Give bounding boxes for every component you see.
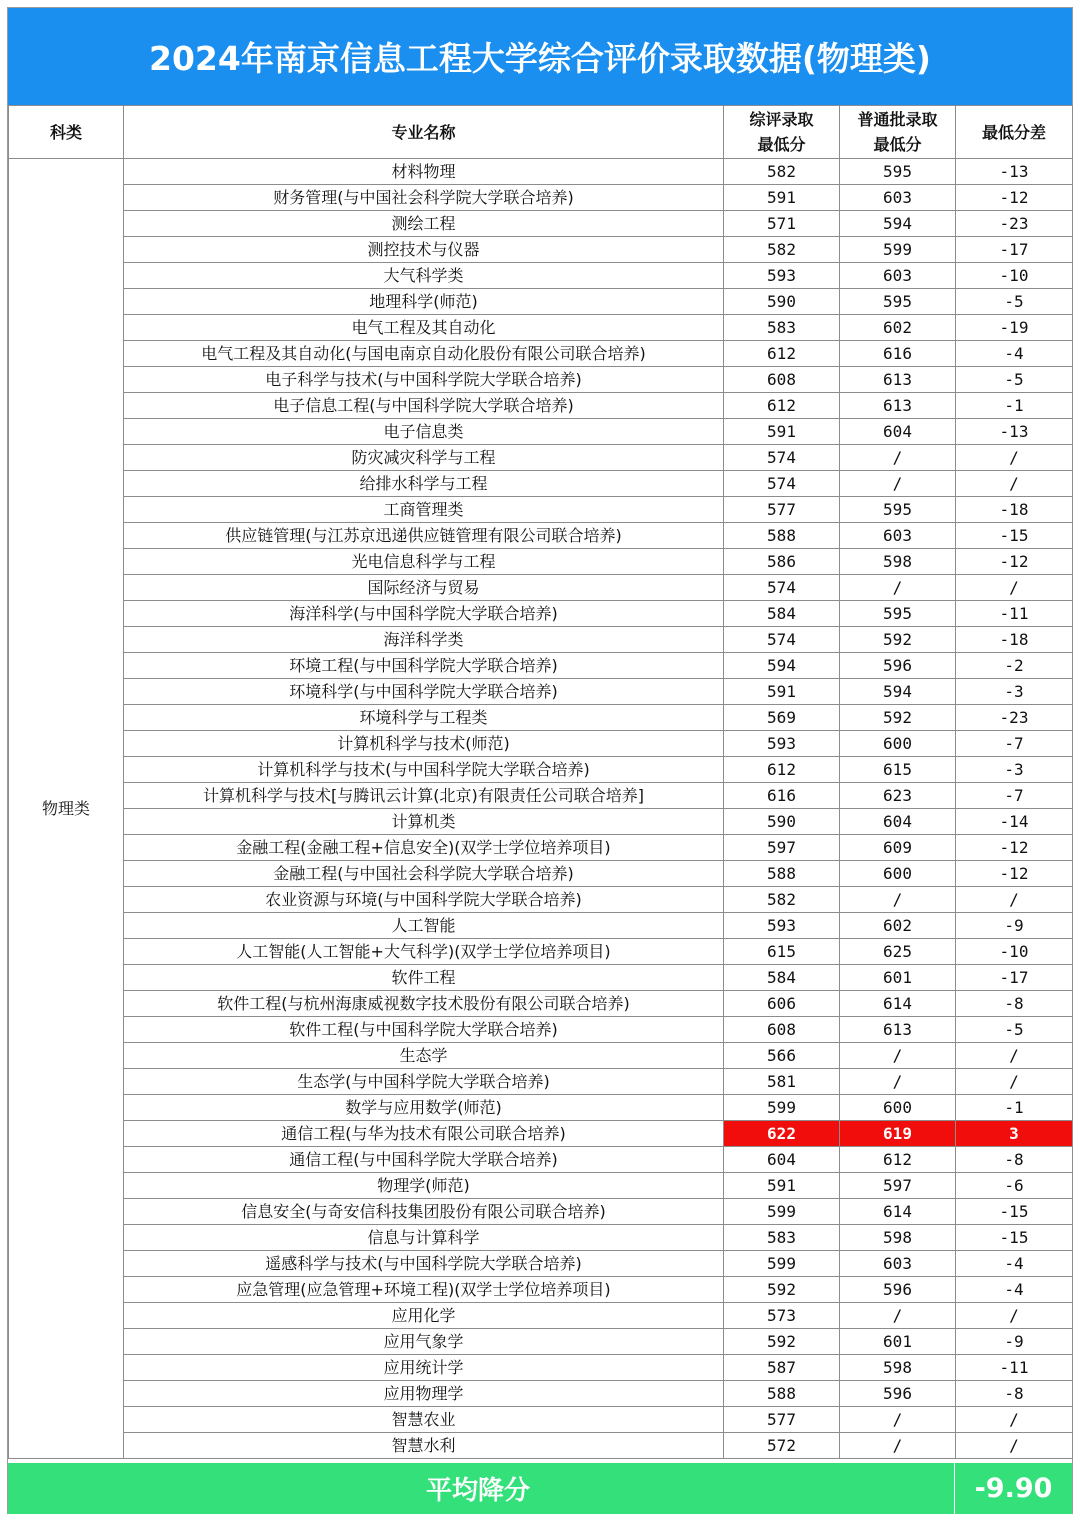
major-cell: 电子信息类 [124, 419, 724, 445]
pt-min-cell: / [840, 1407, 956, 1433]
table-row [9, 159, 1073, 185]
diff-cell: -3 [956, 679, 1073, 705]
table-row [9, 1173, 1073, 1199]
pt-min-cell: 609 [840, 835, 956, 861]
major-cell: 材料物理 [124, 159, 724, 185]
pt-min-cell: 604 [840, 419, 956, 445]
table-row [9, 497, 1073, 523]
table-row [9, 1277, 1073, 1303]
major-cell: 电气工程及其自动化(与国电南京自动化股份有限公司联合培养) [124, 341, 724, 367]
table-row [9, 887, 1073, 913]
footer-average-value: -9.90 [974, 1473, 1053, 1504]
footer-bar [8, 1463, 1072, 1514]
zp-min-cell: 588 [724, 1381, 840, 1407]
diff-cell: -12 [956, 861, 1073, 887]
diff-cell: -9 [956, 913, 1073, 939]
pt-min-cell: 623 [840, 783, 956, 809]
pt-min-cell: 595 [840, 159, 956, 185]
major-cell: 应用化学 [124, 1303, 724, 1329]
diff-cell: -10 [956, 263, 1073, 289]
pt-min-cell: 600 [840, 1095, 956, 1121]
diff-cell: -13 [956, 159, 1073, 185]
pt-min-cell: 594 [840, 679, 956, 705]
table-row [9, 523, 1073, 549]
zp-min-cell: 574 [724, 627, 840, 653]
zp-min-cell: 591 [724, 185, 840, 211]
major-cell: 通信工程(与华为技术有限公司联合培养) [124, 1121, 724, 1147]
pt-min-cell: 604 [840, 809, 956, 835]
pt-min-cell: 594 [840, 211, 956, 237]
diff-cell: -8 [956, 991, 1073, 1017]
zp-min-cell: 587 [724, 1355, 840, 1381]
diff-cell: -10 [956, 939, 1073, 965]
major-cell: 软件工程(与杭州海康威视数字技术股份有限公司联合培养) [124, 991, 724, 1017]
zp-min-cell: 572 [724, 1433, 840, 1459]
major-cell: 测控技术与仪器 [124, 237, 724, 263]
major-cell: 应用物理学 [124, 1381, 724, 1407]
category-cell: 物理类 [9, 159, 124, 1459]
header-major: 专业名称 [124, 106, 724, 159]
pt-min-cell: / [840, 887, 956, 913]
pt-min-cell: 619 [840, 1121, 956, 1147]
diff-cell: / [956, 445, 1073, 471]
diff-cell: -6 [956, 1173, 1073, 1199]
diff-cell: / [956, 1433, 1073, 1459]
pt-min-cell: / [840, 1069, 956, 1095]
zp-min-cell: 599 [724, 1199, 840, 1225]
major-cell: 工商管理类 [124, 497, 724, 523]
pt-min-cell: 598 [840, 549, 956, 575]
page-title [8, 8, 1072, 105]
table-row [9, 211, 1073, 237]
zp-min-cell: 574 [724, 445, 840, 471]
major-cell: 电子信息工程(与中国科学院大学联合培养) [124, 393, 724, 419]
zp-min-cell: 569 [724, 705, 840, 731]
zp-min-cell: 593 [724, 913, 840, 939]
diff-cell: / [956, 575, 1073, 601]
pt-min-cell: 613 [840, 393, 956, 419]
zp-min-cell: 582 [724, 887, 840, 913]
pt-min-cell: 597 [840, 1173, 956, 1199]
table-row [9, 809, 1073, 835]
zp-min-cell: 582 [724, 159, 840, 185]
zp-min-cell: 604 [724, 1147, 840, 1173]
zp-min-cell: 599 [724, 1251, 840, 1277]
table-row [9, 1147, 1073, 1173]
diff-cell: -19 [956, 315, 1073, 341]
pt-min-cell: 615 [840, 757, 956, 783]
pt-min-cell: 599 [840, 237, 956, 263]
zp-min-cell: 586 [724, 549, 840, 575]
header-pt-min [840, 106, 956, 159]
zp-min-cell: 593 [724, 731, 840, 757]
table-row [9, 445, 1073, 471]
pt-min-cell: 600 [840, 731, 956, 757]
major-cell: 软件工程 [124, 965, 724, 991]
zp-min-cell: 592 [724, 1329, 840, 1355]
pt-min-cell: 595 [840, 497, 956, 523]
admission-table [8, 105, 1073, 1459]
major-cell: 生态学(与中国科学院大学联合培养) [124, 1069, 724, 1095]
table-row [9, 237, 1073, 263]
major-cell: 通信工程(与中国科学院大学联合培养) [124, 1147, 724, 1173]
pt-min-cell: 616 [840, 341, 956, 367]
zp-min-cell: 584 [724, 601, 840, 627]
diff-cell: 3 [956, 1121, 1073, 1147]
pt-min-cell: / [840, 1043, 956, 1069]
table-row [9, 393, 1073, 419]
pt-min-cell: / [840, 445, 956, 471]
diff-cell: / [956, 471, 1073, 497]
zp-min-cell: 593 [724, 263, 840, 289]
zp-min-cell: 577 [724, 497, 840, 523]
zp-min-cell: 588 [724, 861, 840, 887]
table-row [9, 653, 1073, 679]
table-row [9, 601, 1073, 627]
major-cell: 农业资源与环境(与中国科学院大学联合培养) [124, 887, 724, 913]
major-cell: 金融工程(金融工程+信息安全)(双学士学位培养项目) [124, 835, 724, 861]
diff-cell: -15 [956, 1199, 1073, 1225]
zp-min-cell: 583 [724, 315, 840, 341]
table-row [9, 1407, 1073, 1433]
major-cell: 信息安全(与奇安信科技集团股份有限公司联合培养) [124, 1199, 724, 1225]
header-zp-min-line1: 综评录取 [749, 110, 814, 129]
header-category: 科类 [9, 106, 124, 159]
pt-min-cell: / [840, 471, 956, 497]
diff-cell: -12 [956, 549, 1073, 575]
major-cell: 人工智能(人工智能+大气科学)(双学士学位培养项目) [124, 939, 724, 965]
table-row [9, 991, 1073, 1017]
major-cell: 供应链管理(与江苏京迅递供应链管理有限公司联合培养) [124, 523, 724, 549]
header-zp-min-line2: 最低分 [757, 135, 806, 154]
major-cell: 应用气象学 [124, 1329, 724, 1355]
pt-min-cell: 600 [840, 861, 956, 887]
diff-cell: -5 [956, 289, 1073, 315]
table-row [9, 471, 1073, 497]
diff-cell: / [956, 1043, 1073, 1069]
diff-cell: -17 [956, 965, 1073, 991]
table-row [9, 1303, 1073, 1329]
pt-min-cell: 596 [840, 653, 956, 679]
pt-min-cell: 614 [840, 991, 956, 1017]
major-cell: 智慧水利 [124, 1433, 724, 1459]
pt-min-cell: 613 [840, 367, 956, 393]
diff-cell: -7 [956, 731, 1073, 757]
diff-cell: -2 [956, 653, 1073, 679]
table-row [9, 965, 1073, 991]
table-row [9, 731, 1073, 757]
pt-min-cell: 625 [840, 939, 956, 965]
table-row [9, 341, 1073, 367]
zp-min-cell: 592 [724, 1277, 840, 1303]
pt-min-cell: 596 [840, 1277, 956, 1303]
diff-cell: -15 [956, 523, 1073, 549]
table-row [9, 1121, 1073, 1147]
table-row [9, 419, 1073, 445]
zp-min-cell: 566 [724, 1043, 840, 1069]
zp-min-cell: 582 [724, 237, 840, 263]
diff-cell: -5 [956, 367, 1073, 393]
major-cell: 信息与计算科学 [124, 1225, 724, 1251]
table-row [9, 835, 1073, 861]
major-cell: 应用统计学 [124, 1355, 724, 1381]
table-row [9, 575, 1073, 601]
zp-min-cell: 612 [724, 757, 840, 783]
major-cell: 给排水科学与工程 [124, 471, 724, 497]
pt-min-cell: 592 [840, 627, 956, 653]
pt-min-cell: 596 [840, 1381, 956, 1407]
table-row [9, 1017, 1073, 1043]
diff-cell: -8 [956, 1147, 1073, 1173]
table-row [9, 1329, 1073, 1355]
table-row [9, 1381, 1073, 1407]
major-cell: 防灾减灾科学与工程 [124, 445, 724, 471]
pt-min-cell: 603 [840, 263, 956, 289]
zp-min-cell: 581 [724, 1069, 840, 1095]
pt-min-cell: 612 [840, 1147, 956, 1173]
major-cell: 大气科学类 [124, 263, 724, 289]
footer-label: 平均降分 [425, 1476, 530, 1506]
table-row [9, 861, 1073, 887]
pt-min-cell: / [840, 575, 956, 601]
table-row [9, 627, 1073, 653]
pt-min-cell: 602 [840, 913, 956, 939]
table-row [9, 549, 1073, 575]
header-zp-min [724, 106, 840, 159]
major-cell: 金融工程(与中国社会科学院大学联合培养) [124, 861, 724, 887]
diff-cell: / [956, 1303, 1073, 1329]
major-cell: 环境科学与工程类 [124, 705, 724, 731]
major-cell: 计算机科学与技术[与腾讯云计算(北京)有限责任公司联合培养] [124, 783, 724, 809]
table-row [9, 1095, 1073, 1121]
header-pt-min-line1: 普通批录取 [857, 110, 938, 129]
table-row [9, 705, 1073, 731]
zp-min-cell: 573 [724, 1303, 840, 1329]
major-cell: 计算机科学与技术(师范) [124, 731, 724, 757]
table-row [9, 1199, 1073, 1225]
diff-cell: -4 [956, 341, 1073, 367]
zp-min-cell: 583 [724, 1225, 840, 1251]
major-cell: 光电信息科学与工程 [124, 549, 724, 575]
zp-min-cell: 590 [724, 809, 840, 835]
diff-cell: -18 [956, 627, 1073, 653]
zp-min-cell: 590 [724, 289, 840, 315]
header-diff: 最低分差 [956, 106, 1073, 159]
pt-min-cell: 595 [840, 289, 956, 315]
pt-min-cell: 602 [840, 315, 956, 341]
table-row [9, 913, 1073, 939]
major-cell: 测绘工程 [124, 211, 724, 237]
table-row [9, 315, 1073, 341]
table-row [9, 679, 1073, 705]
diff-cell: -23 [956, 211, 1073, 237]
table-row [9, 1433, 1073, 1459]
table-row [9, 939, 1073, 965]
diff-cell: -17 [956, 237, 1073, 263]
zp-min-cell: 608 [724, 367, 840, 393]
major-cell: 海洋科学类 [124, 627, 724, 653]
zp-min-cell: 577 [724, 1407, 840, 1433]
major-cell: 应急管理(应急管理+环境工程)(双学士学位培养项目) [124, 1277, 724, 1303]
diff-cell: -9 [956, 1329, 1073, 1355]
table-header-row [9, 106, 1073, 159]
table-row [9, 1043, 1073, 1069]
major-cell: 软件工程(与中国科学院大学联合培养) [124, 1017, 724, 1043]
diff-cell: -4 [956, 1277, 1073, 1303]
zp-min-cell: 612 [724, 341, 840, 367]
zp-min-cell: 574 [724, 575, 840, 601]
zp-min-cell: 591 [724, 679, 840, 705]
table-row [9, 1225, 1073, 1251]
major-cell: 物理学(师范) [124, 1173, 724, 1199]
table-row [9, 185, 1073, 211]
pt-min-cell: 603 [840, 185, 956, 211]
table-row [9, 1251, 1073, 1277]
table-row [9, 783, 1073, 809]
pt-min-cell: / [840, 1433, 956, 1459]
zp-min-cell: 599 [724, 1095, 840, 1121]
table-row [9, 1355, 1073, 1381]
major-cell: 海洋科学(与中国科学院大学联合培养) [124, 601, 724, 627]
pt-min-cell: 598 [840, 1225, 956, 1251]
zp-min-cell: 571 [724, 211, 840, 237]
zp-min-cell: 612 [724, 393, 840, 419]
major-cell: 电子科学与技术(与中国科学院大学联合培养) [124, 367, 724, 393]
major-cell: 环境科学(与中国科学院大学联合培养) [124, 679, 724, 705]
pt-min-cell: 595 [840, 601, 956, 627]
zp-min-cell: 584 [724, 965, 840, 991]
diff-cell: / [956, 1069, 1073, 1095]
major-cell: 计算机类 [124, 809, 724, 835]
pt-min-cell: 601 [840, 965, 956, 991]
major-cell: 智慧农业 [124, 1407, 724, 1433]
diff-cell: -11 [956, 1355, 1073, 1381]
table-row [9, 263, 1073, 289]
zp-min-cell: 588 [724, 523, 840, 549]
major-cell: 计算机科学与技术(与中国科学院大学联合培养) [124, 757, 724, 783]
major-cell: 环境工程(与中国科学院大学联合培养) [124, 653, 724, 679]
zp-min-cell: 574 [724, 471, 840, 497]
zp-min-cell: 606 [724, 991, 840, 1017]
header-pt-min-line2: 最低分 [873, 135, 922, 154]
major-cell: 人工智能 [124, 913, 724, 939]
table-row [9, 757, 1073, 783]
table-row [9, 1069, 1073, 1095]
diff-cell: -1 [956, 393, 1073, 419]
title-text: 2024年南京信息工程大学综合评价录取数据(物理类) [148, 39, 931, 78]
major-cell: 财务管理(与中国社会科学院大学联合培养) [124, 185, 724, 211]
pt-min-cell: 603 [840, 1251, 956, 1277]
zp-min-cell: 591 [724, 419, 840, 445]
zp-min-cell: 591 [724, 1173, 840, 1199]
diff-cell: -7 [956, 783, 1073, 809]
major-cell: 电气工程及其自动化 [124, 315, 724, 341]
diff-cell: -1 [956, 1095, 1073, 1121]
zp-min-cell: 616 [724, 783, 840, 809]
zp-min-cell: 615 [724, 939, 840, 965]
pt-min-cell: / [840, 1303, 956, 1329]
pt-min-cell: 613 [840, 1017, 956, 1043]
major-cell: 地理科学(师范) [124, 289, 724, 315]
zp-min-cell: 597 [724, 835, 840, 861]
diff-cell: -12 [956, 185, 1073, 211]
diff-cell: -5 [956, 1017, 1073, 1043]
diff-cell: -12 [956, 835, 1073, 861]
diff-cell: -15 [956, 1225, 1073, 1251]
major-cell: 国际经济与贸易 [124, 575, 724, 601]
diff-cell: / [956, 1407, 1073, 1433]
pt-min-cell: 598 [840, 1355, 956, 1381]
zp-min-cell: 608 [724, 1017, 840, 1043]
diff-cell: -13 [956, 419, 1073, 445]
diff-cell: -14 [956, 809, 1073, 835]
diff-cell: -3 [956, 757, 1073, 783]
pt-min-cell: 603 [840, 523, 956, 549]
diff-cell: -23 [956, 705, 1073, 731]
diff-cell: / [956, 887, 1073, 913]
table-row [9, 367, 1073, 393]
pt-min-cell: 592 [840, 705, 956, 731]
major-cell: 数学与应用数学(师范) [124, 1095, 724, 1121]
pt-min-cell: 601 [840, 1329, 956, 1355]
zp-min-cell: 594 [724, 653, 840, 679]
zp-min-cell: 622 [724, 1121, 840, 1147]
pt-min-cell: 614 [840, 1199, 956, 1225]
diff-cell: -4 [956, 1251, 1073, 1277]
major-cell: 生态学 [124, 1043, 724, 1069]
table-row [9, 289, 1073, 315]
diff-cell: -11 [956, 601, 1073, 627]
major-cell: 遥感科学与技术(与中国科学院大学联合培养) [124, 1251, 724, 1277]
diff-cell: -18 [956, 497, 1073, 523]
diff-cell: -8 [956, 1381, 1073, 1407]
